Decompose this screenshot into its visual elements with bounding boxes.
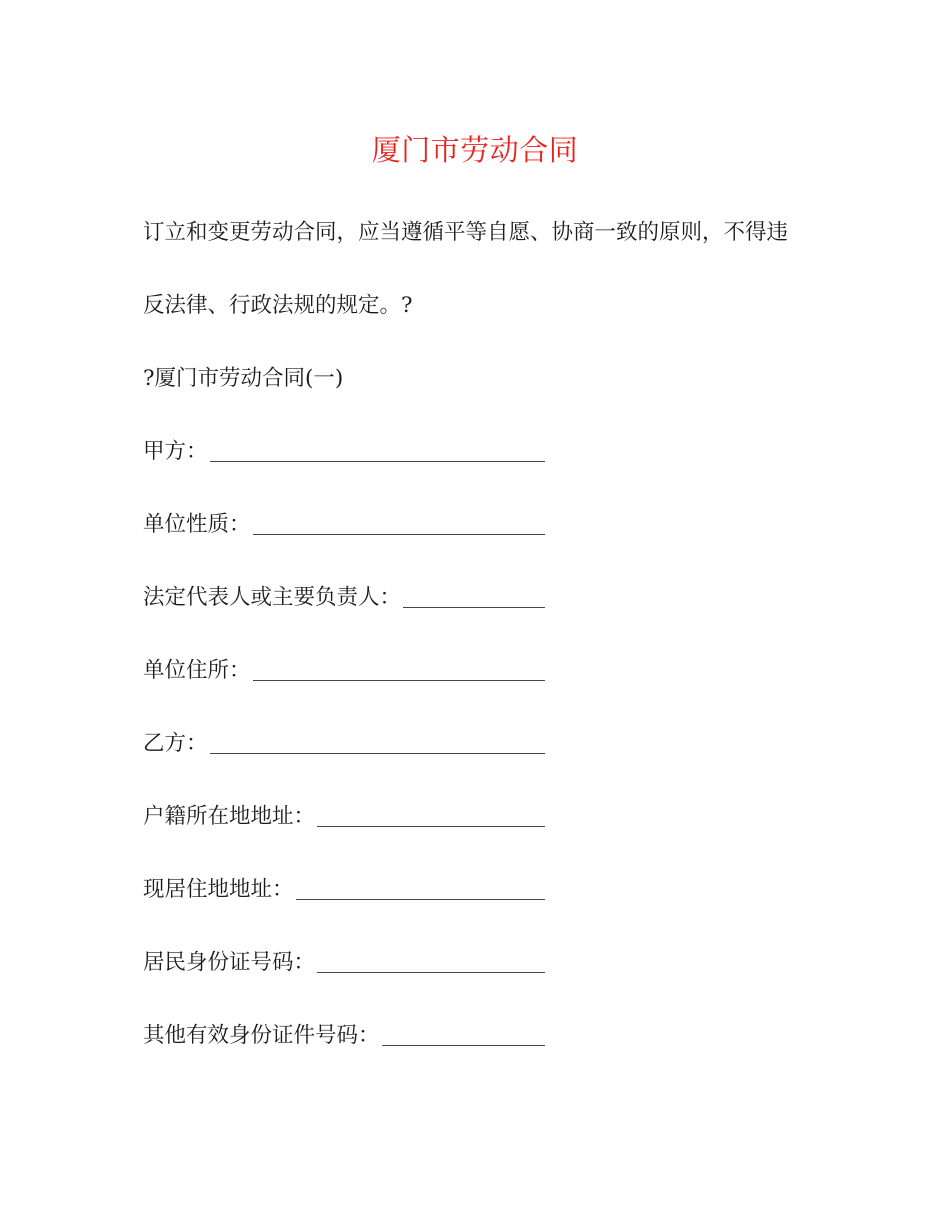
field-label: 其他有效身份证件号码： xyxy=(143,1023,380,1048)
field-label: 乙方： xyxy=(143,731,208,756)
field-label: 现居住地地址： xyxy=(143,877,294,902)
field-label: 单位性质： xyxy=(143,512,251,537)
field-blank-line[interactable] xyxy=(210,753,545,754)
field-blank-line[interactable] xyxy=(403,607,545,608)
field-household-address xyxy=(143,806,545,828)
field-label: 单位住所： xyxy=(143,658,251,683)
field-blank-line[interactable] xyxy=(253,534,545,535)
field-legal-representative xyxy=(143,587,545,609)
field-id-number xyxy=(143,952,545,974)
document-title: 厦门市劳动合同 xyxy=(371,133,579,167)
field-other-id-number xyxy=(143,1025,545,1047)
field-blank-line[interactable] xyxy=(382,1045,545,1046)
field-label: 居民身份证号码： xyxy=(143,950,316,975)
field-blank-line[interactable] xyxy=(317,972,545,973)
field-label: 户籍所在地地址： xyxy=(143,804,316,829)
field-party-b xyxy=(143,733,545,755)
field-blank-line[interactable] xyxy=(210,461,545,462)
field-blank-line[interactable] xyxy=(296,899,545,900)
field-party-a xyxy=(143,441,545,463)
intro-line-2: 反法律、行政法规的规定。? xyxy=(143,293,413,318)
section-heading: ?厦门市劳动合同(一) xyxy=(143,366,344,391)
field-blank-line[interactable] xyxy=(253,680,545,681)
field-label: 甲方： xyxy=(143,439,208,464)
field-current-address xyxy=(143,879,545,901)
intro-line-1: 订立和变更劳动合同，应当遵循平等自愿、协商一致的原则，不得违 xyxy=(143,220,789,245)
field-label: 法定代表人或主要负责人： xyxy=(143,585,402,610)
field-blank-line[interactable] xyxy=(317,826,545,827)
field-unit-type xyxy=(143,514,545,536)
field-unit-address xyxy=(143,660,545,682)
